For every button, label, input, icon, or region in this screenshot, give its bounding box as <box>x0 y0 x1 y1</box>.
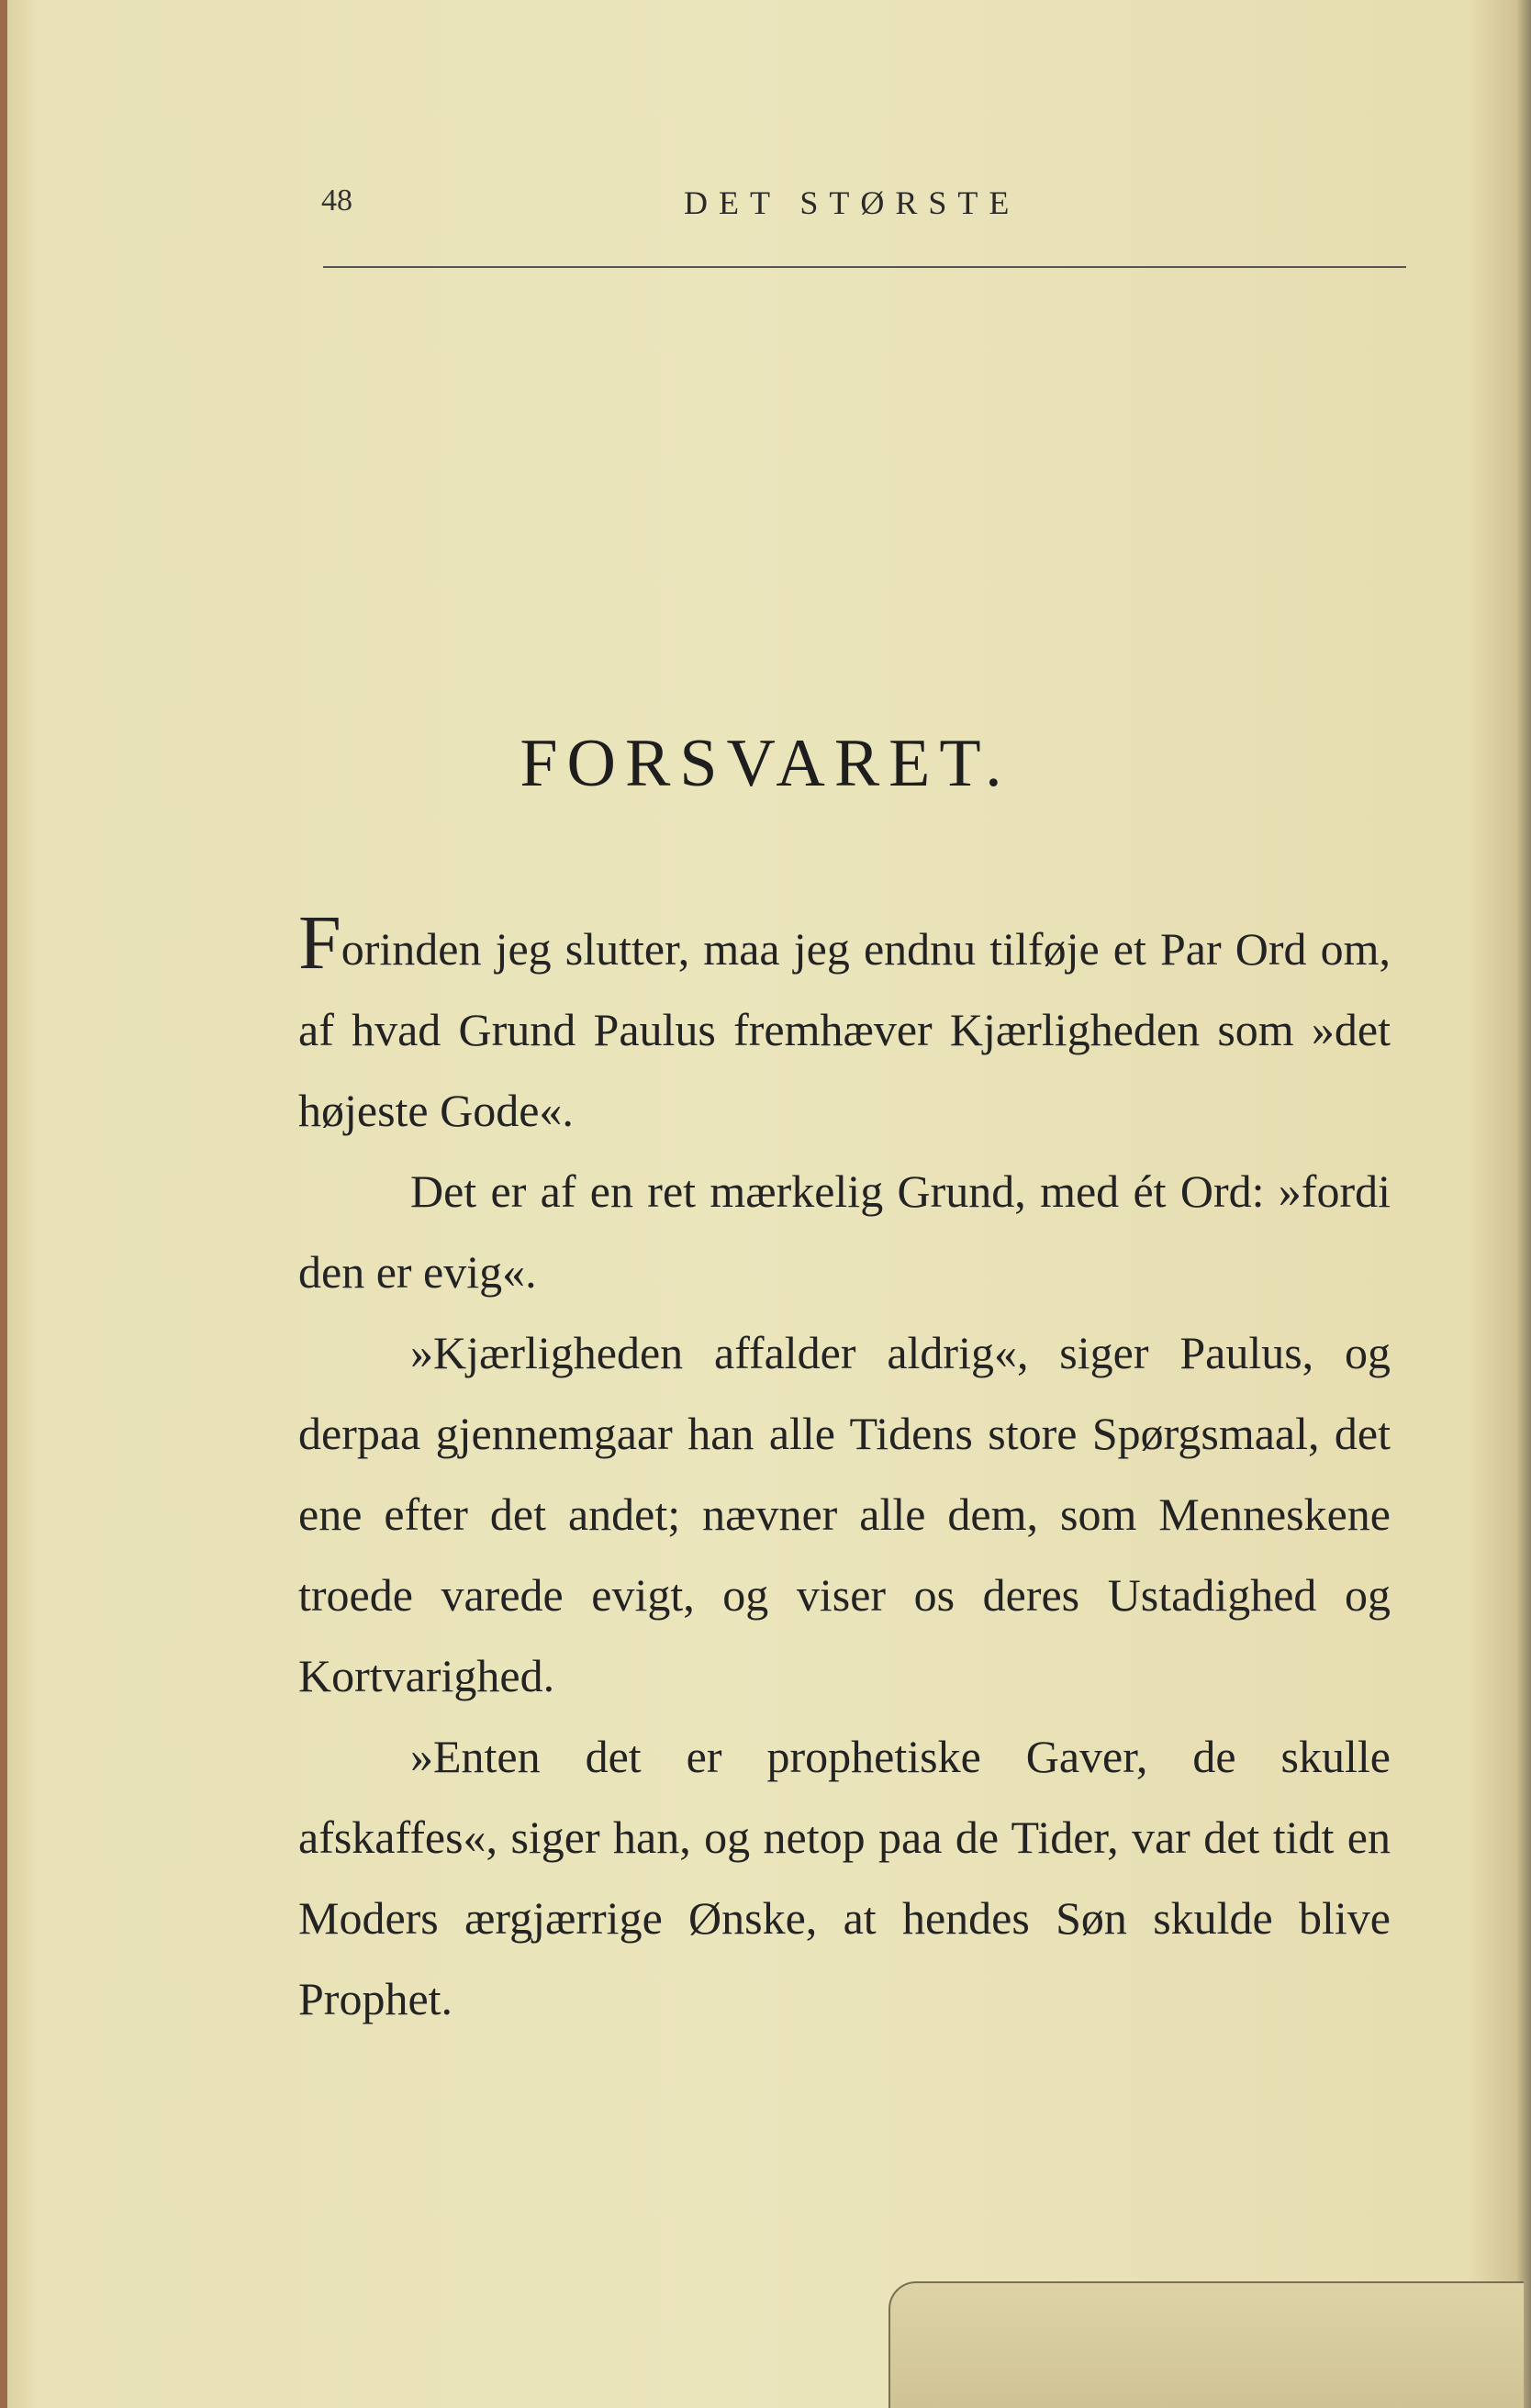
paragraph <box>298 900 1391 1151</box>
paragraph: »Kjærligheden affalder aldrig«, siger Paulus, og derpaa gjennemgaar han alle Tidens store Spørgsmaal, det ene efter det andet; nævner alle dem, som Menneskene troede varede evigt, og viser os deres Ustadighed og Kortvarighed. <box>298 1327 1391 1701</box>
binding-edge <box>0 0 7 2408</box>
paragraph-text: orinden jeg slutter, maa jeg endnu tilføje et Par Ord om, af hvad Grund Paulus fremhæver Kjærligheden som »det højeste Gode«. <box>298 923 1391 1136</box>
paragraph: Det er af en ret mærkelig Grund, med ét Ord: »fordi den er evig«. <box>298 1165 1391 1298</box>
paragraph: »Enten det er prophetiske Gaver, de skulle afskaffes«, siger han, og netop paa de Tider, var det tidt en Moders ærgjærrige Ønske, at hendes Søn skulde blive Prophet. <box>298 1731 1391 2024</box>
header-rule <box>323 266 1406 268</box>
library-slip <box>888 2281 1524 2408</box>
body-text <box>298 900 1391 2039</box>
page-edge <box>1516 0 1531 2408</box>
page-number: 48 <box>321 184 352 217</box>
running-head <box>0 184 1531 239</box>
running-title: DET STØRSTE <box>684 184 1021 221</box>
drop-cap: F <box>298 900 341 986</box>
chapter-title: FORSVARET. <box>520 726 1011 801</box>
